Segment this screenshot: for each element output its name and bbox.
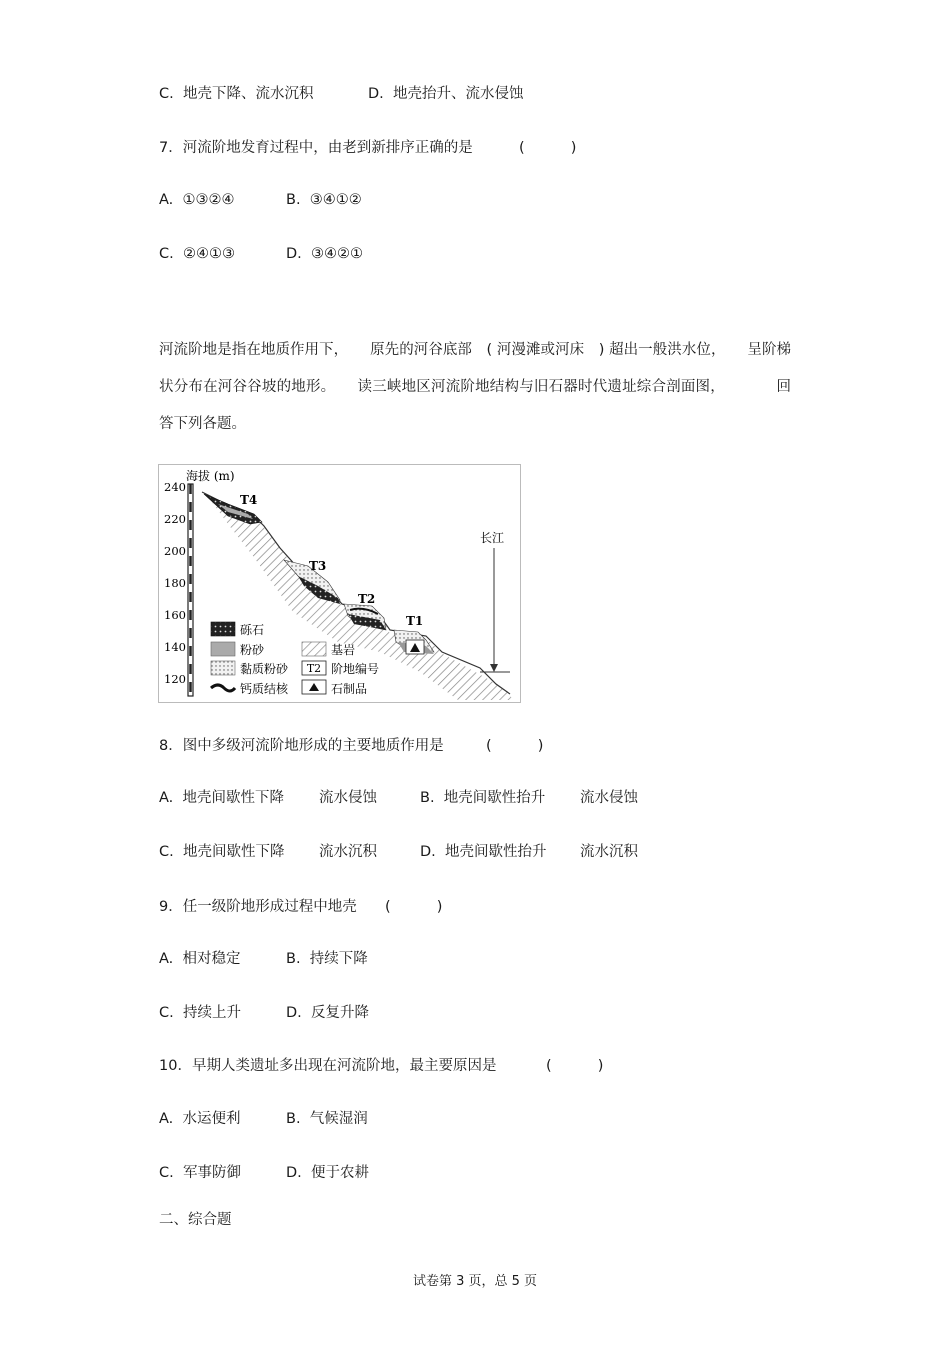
y-tick-240: 240 xyxy=(164,480,186,494)
y-tick-180: 180 xyxy=(164,576,186,590)
legend-gravel-label: 砾石 xyxy=(240,623,265,637)
legend-calcareous-label: 钙质结核 xyxy=(240,682,289,696)
y-tick-140: 140 xyxy=(164,640,186,654)
q10-option-d: D. 便于农耕 xyxy=(286,1165,369,1181)
intro-line-3: 答下列各题。 xyxy=(159,416,246,432)
legend-stone-artifact-label: 石制品 xyxy=(331,682,368,696)
q7-option-d: D. ③④②① xyxy=(286,246,363,262)
legend-gravel-swatch xyxy=(211,622,235,636)
intro-line-2: 状分布在河谷谷坡的地形。 读三峡地区河流阶地结构与旧石器时代遗址综合剖面图， 回 xyxy=(159,379,791,395)
legend-silt-swatch xyxy=(211,642,235,656)
q10-option-c: C. 军事防御 xyxy=(159,1165,241,1181)
q8-option-c-part2: 流水沉积 xyxy=(319,844,377,860)
river-label: 长江 xyxy=(480,531,505,545)
q9-option-a: A. 相对稳定 xyxy=(159,951,241,967)
y-tick-200: 200 xyxy=(164,544,186,558)
section-2-title: 二、综合题 xyxy=(159,1212,232,1228)
legend-bedrock-label: 基岩 xyxy=(331,643,356,657)
q9-option-b: B. 持续下降 xyxy=(286,951,368,967)
legend-bedrock-swatch xyxy=(302,642,326,656)
q10-stem: 10．早期人类遗址多出现在河流阶地，最主要原因是 xyxy=(159,1058,497,1074)
q9-stem: 9．任一级阶地形成过程中地壳 xyxy=(159,899,357,915)
q8-option-d-part2: 流水沉积 xyxy=(580,844,638,860)
page-footer: 试卷第 3 页，总 5 页 xyxy=(412,1274,538,1289)
terrace-profile-figure xyxy=(158,464,521,703)
q7-stem: 7．河流阶地发育过程中，由老到新排序正确的是 xyxy=(159,140,473,156)
y-axis-title: 海拔 (m) xyxy=(186,469,235,483)
terrace-label-t1: T1 xyxy=(406,614,424,628)
legend-clay-silt-swatch xyxy=(211,661,235,675)
q8-option-b: B. 地壳间歇性抬升 xyxy=(420,790,546,806)
q7-answer-paren: ( ) xyxy=(519,140,577,156)
q8-stem: 8．图中多级河流阶地形成的主要地质作用是 xyxy=(159,738,444,754)
y-tick-160: 160 xyxy=(164,608,186,622)
terrace-label-t3: T3 xyxy=(309,559,327,573)
q8-option-b-part2: 流水侵蚀 xyxy=(580,790,638,806)
legend-silt-label: 粉砂 xyxy=(240,643,265,657)
q9-option-d: D. 反复升降 xyxy=(286,1005,369,1021)
intro-line-1: 河流阶地是指在地质作用下， 原先的河谷底部 ( 河漫滩或河床 ) 超出一般洪水位， 呈阶梯 xyxy=(159,342,791,358)
terrace-label-t2: T2 xyxy=(358,592,376,606)
y-tick-120: 120 xyxy=(164,672,186,686)
q7-option-b: B. ③④①② xyxy=(286,192,362,208)
q8-option-a-part2: 流水侵蚀 xyxy=(319,790,377,806)
q6-option-d: D. 地壳抬升、流水侵蚀 xyxy=(368,86,524,102)
q10-answer-paren: ( ) xyxy=(546,1058,604,1074)
q7-option-c: C. ②④①③ xyxy=(159,246,235,262)
q7-option-a: A. ①③②④ xyxy=(159,192,235,208)
q8-option-a: A. 地壳间歇性下降 xyxy=(159,790,284,806)
q9-option-c: C. 持续上升 xyxy=(159,1005,241,1021)
legend-terrace-no-label: 阶地编号 xyxy=(331,662,380,676)
q8-answer-paren: ( ) xyxy=(486,738,544,754)
q8-option-d: D. 地壳间歇性抬升 xyxy=(420,844,547,860)
legend-terrace-no-sample: T2 xyxy=(306,662,322,675)
q9-answer-paren: ( ) xyxy=(385,899,443,915)
q10-option-b: B. 气候湿润 xyxy=(286,1111,368,1127)
terrace-label-t4: T4 xyxy=(240,493,258,507)
q6-option-c: C. 地壳下降、流水沉积 xyxy=(159,86,314,102)
legend-clay-silt-label: 黏质粉砂 xyxy=(240,662,289,676)
q10-option-a: A. 水运便利 xyxy=(159,1111,241,1127)
y-tick-220: 220 xyxy=(164,512,186,526)
q8-option-c: C. 地壳间歇性下降 xyxy=(159,844,285,860)
